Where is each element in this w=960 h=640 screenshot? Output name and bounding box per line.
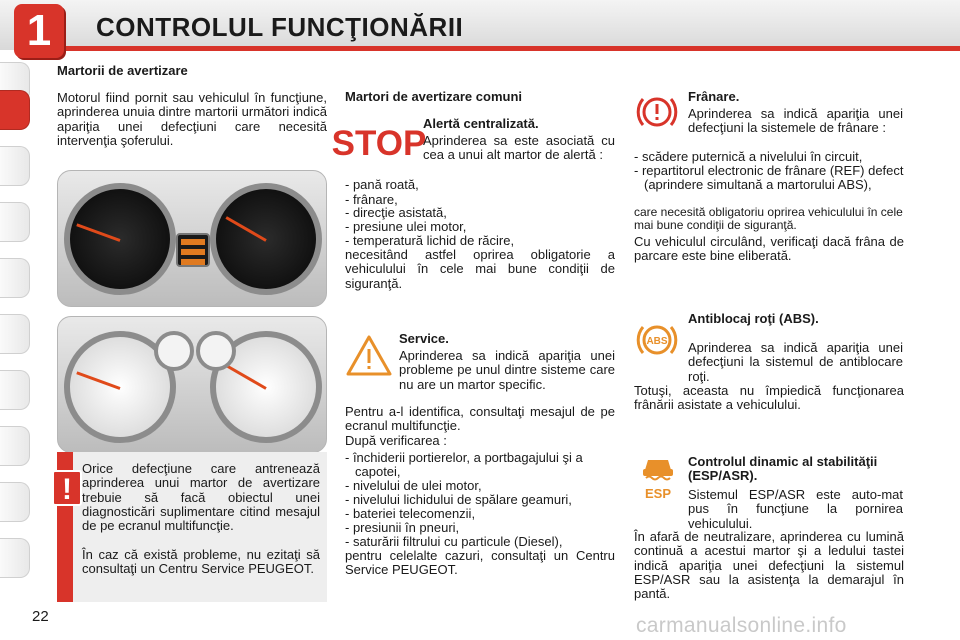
abs-warning-title: Antiblocaj roţi (ABS). <box>688 311 819 326</box>
intro-paragraph: Motorul fiind pornit sau vehiculul în funcţiune, aprinderea unuia dintre martorii următori indică apariţia unei defecţiuni care necesită intervenţia şoferului. <box>57 90 327 148</box>
esp-warning-icon <box>640 456 676 502</box>
instrument-cluster-image <box>57 170 327 307</box>
chapter-tab[interactable] <box>0 538 30 578</box>
warning-paragraph: În caz că există probleme, nu ezitaţi să consultaţi un Centru Service PEUGEOT. <box>82 547 320 577</box>
stop-warning-note: necesitând astfel oprirea obligatorie a vehiculului în cele mai bune condiţii de siguranţă. <box>345 247 615 291</box>
list-item: - presiunii în pneuri, <box>345 520 460 535</box>
service-warning-icon <box>346 334 392 376</box>
fuel-gauge <box>154 331 194 371</box>
temperature-gauge <box>196 331 236 371</box>
list-item: - temperatură lichid de răcire, <box>345 233 515 248</box>
abs-paragraph: Totuşi, aceasta nu împiedică funcţionarea frânării asistate a vehiculului. <box>634 383 904 413</box>
list-item: - nivelului de ulei motor, <box>345 478 482 493</box>
stop-icon <box>331 124 427 163</box>
watermark: carmanualsonline.info <box>636 614 847 637</box>
stop-icon-text: STOP <box>331 124 427 163</box>
chapter-tab[interactable] <box>0 258 30 298</box>
esp-paragraph: În afară de neutralizare, aprinderea cu lumină continuă a acestui martor şi a ledului tastei indică apariţia unei defecţiuni la sistemul ESP/ASR sau la asistenţa la demarajul în pantă. <box>634 529 904 602</box>
stop-warning-description: Aprinderea sa este asociată cu cea a unui alt martor de alertă : <box>423 133 615 163</box>
chapter-tab[interactable] <box>0 314 30 354</box>
page-number: 22 <box>32 608 49 625</box>
svg-text:ABS: ABS <box>646 336 668 347</box>
list-item: - pană roată, <box>345 177 419 192</box>
brake-warning-icon <box>634 92 680 132</box>
page-title: CONTROLUL FUNCŢIONĂRII <box>96 12 464 42</box>
stop-warning-title: Alertă centralizată. <box>423 116 539 131</box>
esp-warning-description: Sistemul ESP/ASR este auto-mat pus în funcţiune la pornirea vehiculului. <box>688 487 903 531</box>
multifunction-display <box>176 233 210 267</box>
brake-warning-title: Frânare. <box>688 89 740 104</box>
brake-small-note: care necesită obligatoriu oprirea vehiculului în cele mai bune condiţii de siguranţă. <box>634 205 903 232</box>
list-item: - nivelului lichidului de spălare geamuri, <box>345 492 572 507</box>
chapter-tab[interactable] <box>0 482 30 522</box>
list-item: - scădere puternică a nivelului în circuit, <box>634 149 863 164</box>
service-paragraph: După verificarea : <box>345 433 447 448</box>
service-warning-description: Aprinderea sa indică apariţia unei probleme pe unul dintre sisteme care nu are un martor specific. <box>399 348 615 392</box>
chapter-tab-active[interactable] <box>0 90 30 130</box>
tachometer-dial <box>64 183 176 295</box>
exclamation-icon: ! <box>52 470 82 506</box>
section-heading: Martorii de avertizare <box>57 63 188 78</box>
esp-warning-title: Controlul dinamic al stabilităţii (ESP/ASR). <box>688 454 878 484</box>
list-item: - bateriei telecomenzii, <box>345 506 476 521</box>
speedometer-dial <box>210 183 322 295</box>
list-item: - frânare, <box>345 192 398 207</box>
header-rule <box>60 46 960 51</box>
chapter-tab[interactable] <box>0 370 30 410</box>
section-heading: Martori de avertizare comuni <box>345 89 522 104</box>
chapter-tab[interactable] <box>0 146 30 186</box>
service-paragraph: Pentru a-l identifica, consultaţi mesajul de pe ecranul multifuncţie. <box>345 404 615 434</box>
chapter-number-badge: 1 <box>14 4 64 58</box>
warning-paragraph: Orice defecţiune care antrenează aprinderea unui martor de avertizare trebuie să facă obiectul unei diagnosticări suplimentare citind mesajul de pe ecranul multifuncţie. <box>82 461 320 534</box>
brake-warning-description: Aprinderea sa indică apariţia unei defecţiuni la sistemele de frânare : <box>688 106 903 136</box>
list-item: - direcţie asistată, <box>345 205 447 220</box>
list-item: - presiune ulei motor, <box>345 219 467 234</box>
chapter-tab-rail <box>0 62 30 622</box>
instrument-cluster-image <box>57 316 327 453</box>
service-closing: pentru celelalte cazuri, consultaţi un Centru Service PEUGEOT. <box>345 548 615 578</box>
list-item: - repartitorul electronic de frânare (REF) defect (aprindere simultană a martorului ABS), <box>634 163 904 193</box>
chapter-tab[interactable] <box>0 426 30 466</box>
chapter-tab[interactable] <box>0 202 30 242</box>
abs-warning-icon <box>634 320 680 360</box>
svg-text:ESP: ESP <box>644 486 672 501</box>
list-item: - închiderii portierelor, a portbagajului şi a capotei, <box>345 450 583 480</box>
list-item: - saturării filtrului cu particule (Diesel), <box>345 534 563 549</box>
service-warning-title: Service. <box>399 331 449 346</box>
abs-warning-description: Aprinderea sa indică apariţia unei defecţiuni la sistemul de antiblocare roţi. <box>688 340 903 384</box>
brake-paragraph: Cu vehiculul circulând, verificaţi dacă frâna de parcare este bine eliberată. <box>634 234 904 264</box>
